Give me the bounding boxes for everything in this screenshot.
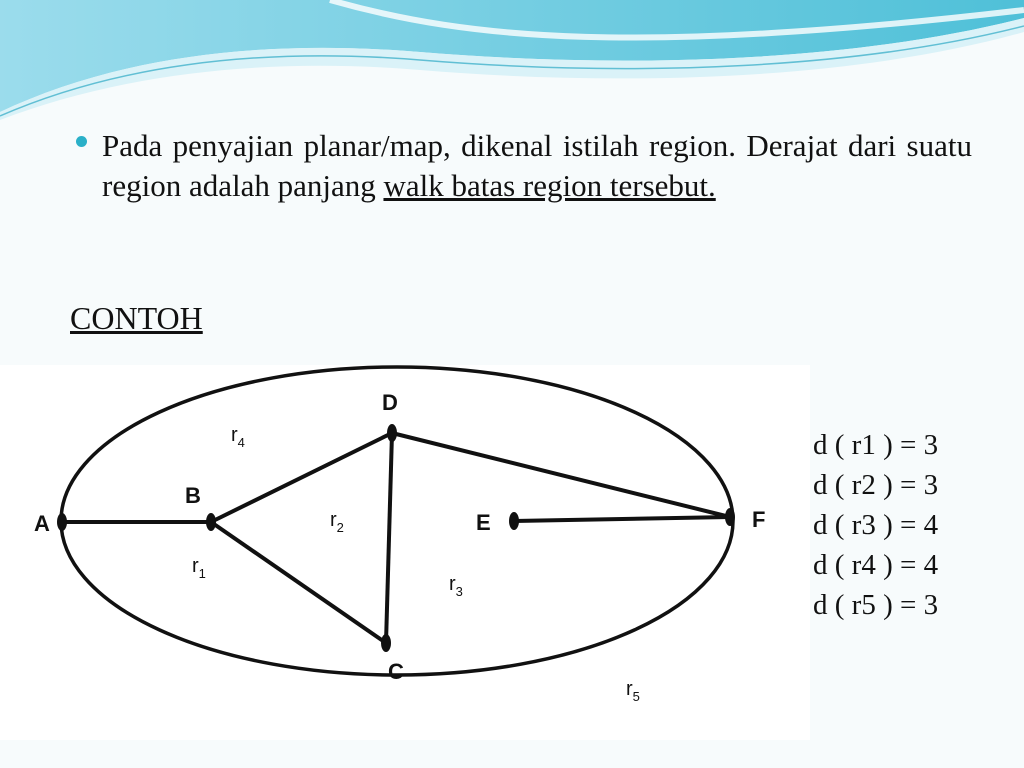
node-label-d: D (382, 390, 398, 415)
header-wave-decoration (0, 0, 1024, 120)
node-b (206, 513, 216, 531)
bullet-text-underlined: walk batas region tersebut. (383, 168, 716, 203)
region-label-r4: $r_4$ (231, 424, 245, 450)
region-label-r3: $r_3$ (449, 573, 463, 599)
degree-r4: d ( r4 ) = 4 (813, 549, 939, 581)
region-degree-list (813, 425, 938, 625)
node-f (725, 508, 735, 526)
degree-r3: d ( r3 ) = 4 (813, 509, 939, 541)
bullet-text-plain: Pada penyajian planar/map, dikenal istilah region. Derajat dari suatu region adalah panjang (102, 128, 972, 203)
degree-r2: d ( r2 ) = 3 (813, 469, 939, 501)
example-heading: CONTOH (70, 300, 203, 336)
planar-graph-diagram (0, 365, 810, 740)
node-c (381, 634, 391, 652)
degree-r5: d ( r5 ) = 3 (813, 589, 939, 621)
region-label-r2: $r_2$ (330, 509, 344, 535)
node-label-a: A (34, 511, 50, 536)
edge-d-f (392, 433, 730, 517)
edge-d-c (386, 433, 392, 643)
node-label-f: F (752, 507, 766, 532)
bullet-text (102, 126, 972, 206)
degree-r1: d ( r1 ) = 3 (813, 429, 939, 461)
region-label-r1: $r_1$ (192, 555, 206, 581)
edge-b-c (211, 522, 386, 643)
region-label-r5: $r_5$ (626, 678, 640, 704)
edge-e-f (514, 517, 730, 521)
node-a (57, 513, 67, 531)
node-d (387, 424, 397, 442)
node-label-e: E (476, 510, 491, 535)
node-e (509, 512, 519, 530)
bullet-dot-icon (76, 136, 87, 147)
node-label-b: B (185, 483, 201, 508)
node-label-c: C (388, 659, 404, 684)
